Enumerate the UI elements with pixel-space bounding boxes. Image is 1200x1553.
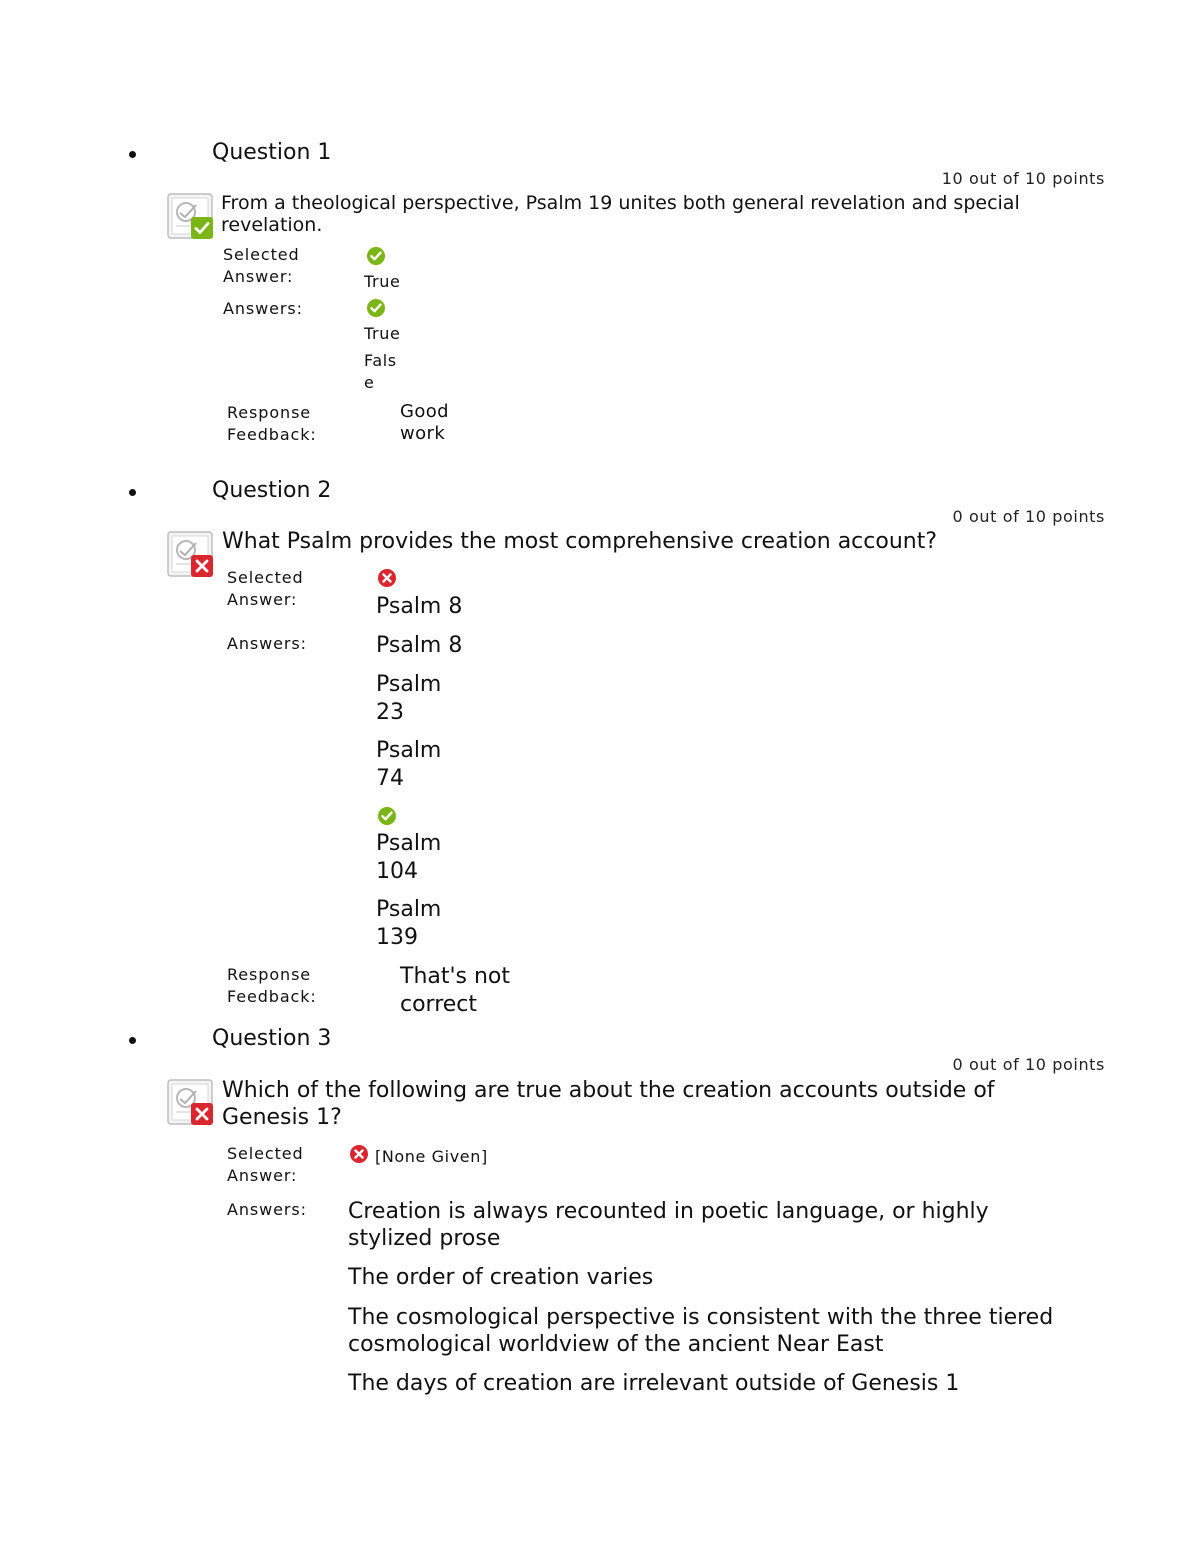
question-points: 0 out of 10 points [952,1055,1105,1074]
question-prompt: Which of the following are true about the creation accounts outside of Genesis 1? [222,1078,995,1130]
answer-option: False [364,351,397,392]
answers-label: Answers: [227,1200,307,1219]
selected-answer-label: Selected Answer: [223,245,300,286]
question-title: Question 3 [212,1026,332,1051]
check-circle-icon [366,246,386,266]
answer-option: The cosmological perspective is consistent with the three tiered cosmological worldview of the ancient Near East [348,1305,1054,1357]
answer-option: The days of creation are irrelevant outside of Genesis 1 [348,1371,960,1396]
clipboard-x-icon [166,1078,214,1126]
answers-label: Answers: [227,634,307,653]
answer-option: The order of creation varies [348,1265,654,1290]
selected-answer: [None Given] [375,1147,488,1166]
response-feedback: Good work [400,401,449,444]
x-circle-icon [377,568,397,588]
response-feedback-label: Response Feedback: [227,403,317,444]
clipboard-x-icon [166,530,214,578]
question-points: 0 out of 10 points [952,507,1105,526]
answer-option: Creation is always recounted in poetic language, or highly stylized prose [348,1199,989,1251]
question-title: Question 1 [212,140,332,165]
answers-label: Answers: [223,299,303,318]
question-title: Question 2 [212,478,332,503]
clipboard-check-icon [166,192,214,240]
answer-option: Psalm 23 [376,672,442,725]
x-circle-icon [349,1144,369,1164]
response-feedback: That's not correct [400,964,511,1017]
selected-answer: Psalm 8 [376,594,463,619]
question-prompt: What Psalm provides the most comprehensive creation account? [222,529,938,554]
selected-answer-label: Selected Answer: [227,1144,304,1185]
answer-option: Psalm 104 [376,831,442,884]
response-feedback-label: Response Feedback: [227,965,317,1006]
selected-answer-label: Selected Answer: [227,568,304,609]
question-prompt: From a theological perspective, Psalm 19 unites both general revelation and special revelation. [221,192,1020,236]
list-bullet [129,1037,136,1044]
question-points: 10 out of 10 points [941,169,1105,188]
selected-answer: True [364,272,401,291]
list-bullet [129,489,136,496]
check-circle-icon [377,806,397,826]
answer-option: Psalm 139 [376,897,442,950]
answer-option: Psalm 8 [376,633,463,658]
answer-option: Psalm 74 [376,738,442,791]
check-circle-icon [366,298,386,318]
answer-option: True [364,324,401,343]
list-bullet [129,151,136,158]
